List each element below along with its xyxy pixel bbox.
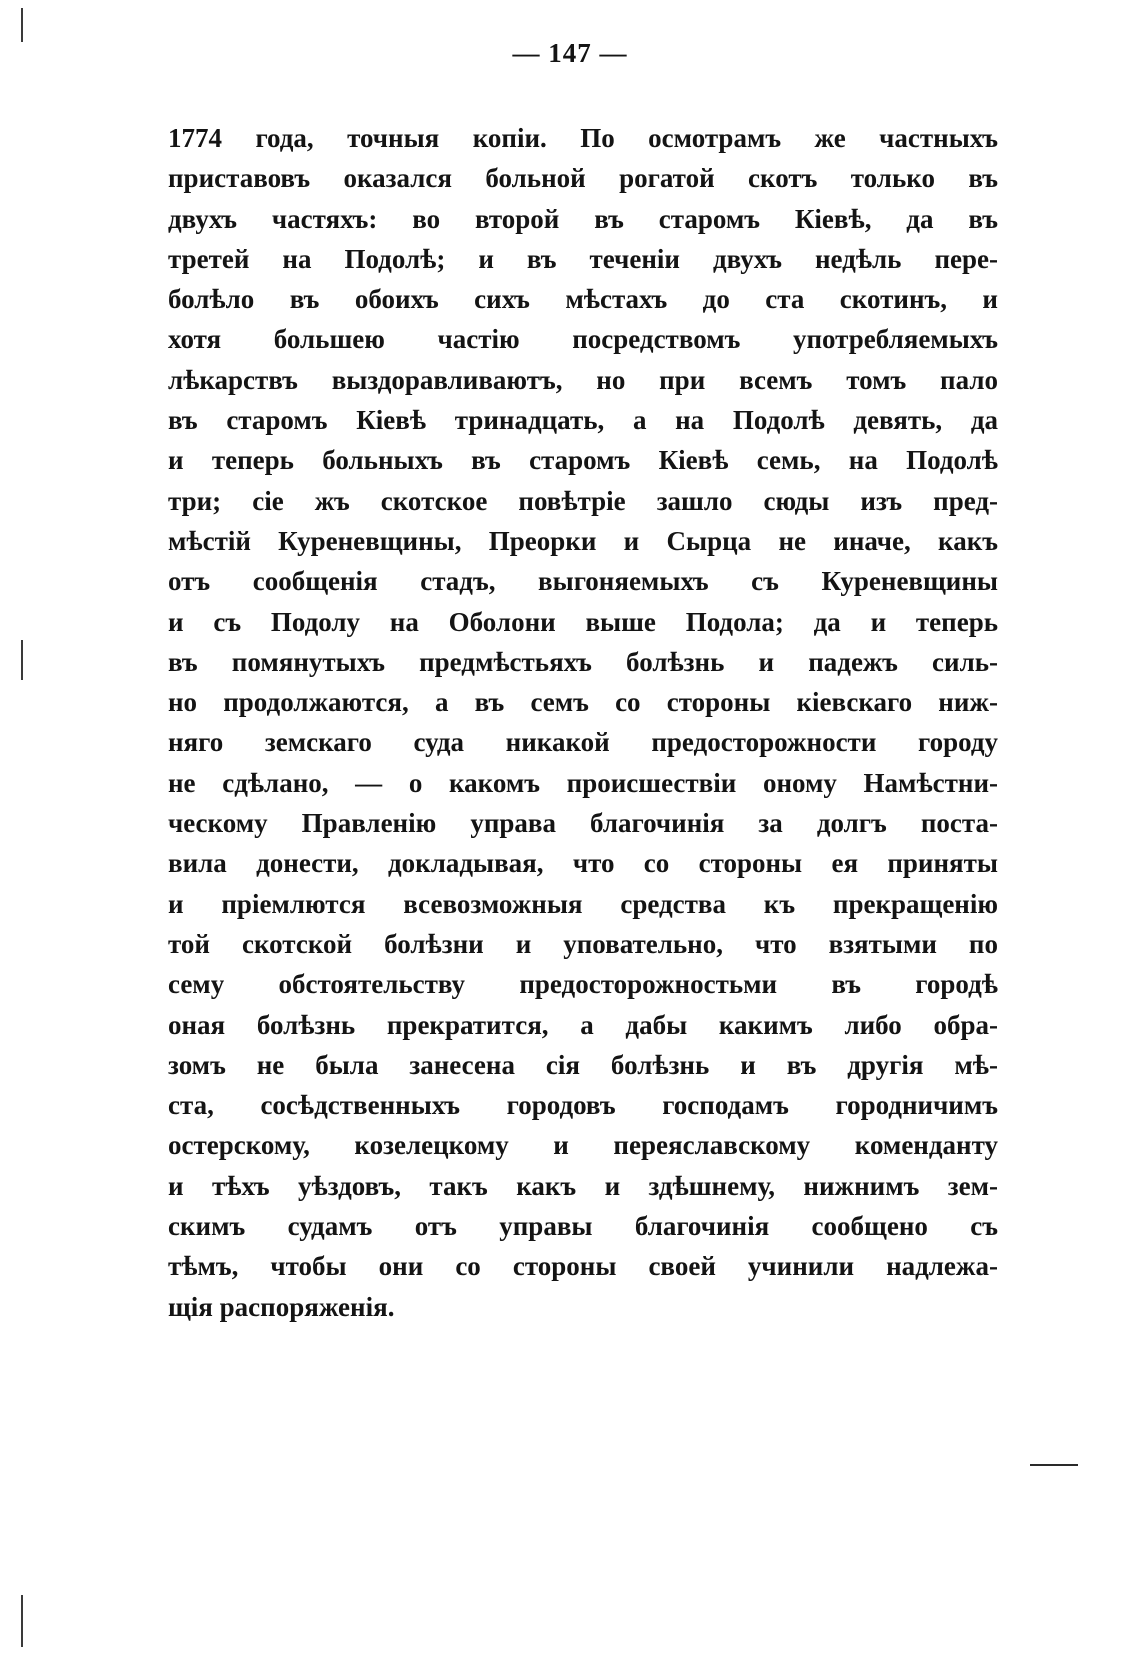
text-line: тѣмъ, чтобы они со стороны своей учинили надлежа- [168, 1251, 998, 1282]
text-line: въ помянутыхъ предмѣстьяхъ болѣзнь и падежъ силь- [168, 646, 998, 677]
text-line: 1774 года, точныя копіи. По осмотрамъ же частныхъ [168, 123, 998, 153]
text-line: отъ сообщенія стадъ, выгоняемыхъ съ Куреневщины [168, 566, 998, 597]
text-line: няго земскаго суда никакой предосторожности городу [168, 727, 998, 758]
text-line: и съ Подолу на Оболони выше Подола; да и теперь [168, 606, 998, 637]
right-margin-rule [1030, 1464, 1078, 1466]
page-number: — 147 — [512, 38, 628, 68]
text-line: щія распоряженія. [168, 1291, 395, 1322]
text-line: болѣло въ обоихъ сихъ мѣстахъ до ста скотинъ, и [168, 284, 998, 315]
text-line: въ старомъ Кіевѣ тринадцать, а на Подолѣ девять, да [168, 405, 998, 436]
text-line: приставовъ оказался больной рогатой скотъ только въ [168, 163, 998, 194]
text-line: ста, сосѣдственныхъ городовъ господамъ городничимъ [168, 1090, 998, 1121]
body-text [168, 118, 998, 1327]
text-line: вила донести, докладывая, что со стороны ея приняты [168, 848, 998, 879]
left-margin-rule [21, 8, 23, 42]
text-line: остерскому, козелецкому и переяславскому коменданту [168, 1130, 998, 1161]
left-margin-rule [21, 1595, 23, 1647]
text-line: хотя большею частію посредствомъ употребляемыхъ [168, 324, 998, 355]
text-line: скимъ судамъ отъ управы благочинія сообщено съ [168, 1211, 998, 1242]
text-line: ческому Правленію управа благочинія за долгъ поста- [168, 808, 998, 839]
text-line: и теперь больныхъ въ старомъ Кіевѣ семь, на Подолѣ [168, 445, 998, 476]
text-line: оная болѣзнь прекратится, а дабы какимъ либо обра- [168, 1009, 998, 1040]
text-line: и тѣхъ уѣздовъ, такъ какъ и здѣшнему, нижнимъ зем- [168, 1170, 998, 1201]
text-line: три; сіе жъ скотское повѣтріе зашло сюды изъ пред- [168, 485, 998, 516]
left-margin-rule [21, 640, 23, 680]
text-line: той скотской болѣзни и уповательно, что взятыми по [168, 928, 998, 959]
text-line: и пріемлются всевозможныя средства къ прекращенію [168, 888, 998, 919]
text-line: не сдѣлано, — о какомъ происшествіи оному Намѣстни- [168, 767, 998, 798]
text-line: лѣкарствъ выздоравливаютъ, но при всемъ томъ пало [168, 364, 998, 395]
text-line: мѣстій Куреневщины, Преорки и Сырца не иначе, какъ [168, 525, 998, 556]
text-line: но продолжаются, а въ семъ со стороны кіевскаго ниж- [168, 687, 998, 718]
text-line: двухъ частяхъ: во второй въ старомъ Кіевѣ, да въ [168, 203, 998, 234]
text-line: третей на Подолѣ; и въ теченіи двухъ недѣль пере- [168, 243, 998, 274]
text-line: сему обстоятельству предосторожностьми въ городѣ [168, 969, 998, 1000]
text-line: зомъ не была занесена сія болѣзнь и въ другія мѣ- [168, 1049, 998, 1080]
